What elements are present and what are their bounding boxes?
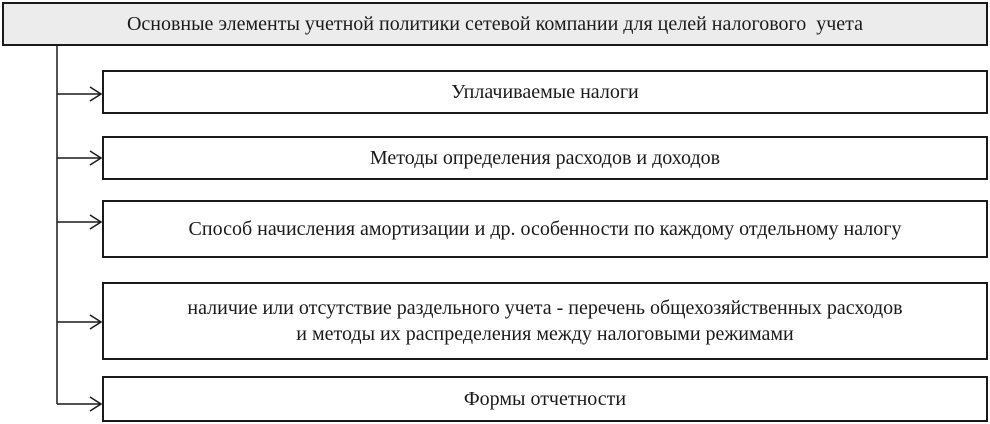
diagram-title: Основные элементы учетной политики сетевой компании для целей налогового учета — [126, 13, 864, 35]
item-box-5 — [102, 376, 988, 422]
item-1-text: Уплачиваемые налоги — [451, 81, 639, 103]
item-3-text: Способ начисления амортизации и др. особенности по каждому отдельному налогу — [188, 218, 902, 240]
arrow-5 — [57, 397, 101, 411]
item-2-text: Методы определения расходов и доходов — [369, 147, 721, 169]
item-box-4 — [102, 282, 988, 360]
arrow-1 — [57, 87, 101, 101]
item-4-line-1: наличие или отсутствие раздельного учета - перечень общехозяйственных расходов — [187, 297, 903, 319]
arrow-4 — [57, 315, 101, 329]
item-box-3 — [102, 200, 988, 258]
item-4-line-2: и методы их распределения между налоговыми режимами — [296, 323, 794, 345]
arrow-2 — [57, 151, 101, 165]
item-box-1 — [102, 70, 988, 114]
diagram-title-box — [2, 2, 988, 46]
item-5-text: Формы отчетности — [463, 388, 627, 410]
item-box-2 — [102, 136, 988, 180]
arrow-3 — [57, 215, 101, 229]
